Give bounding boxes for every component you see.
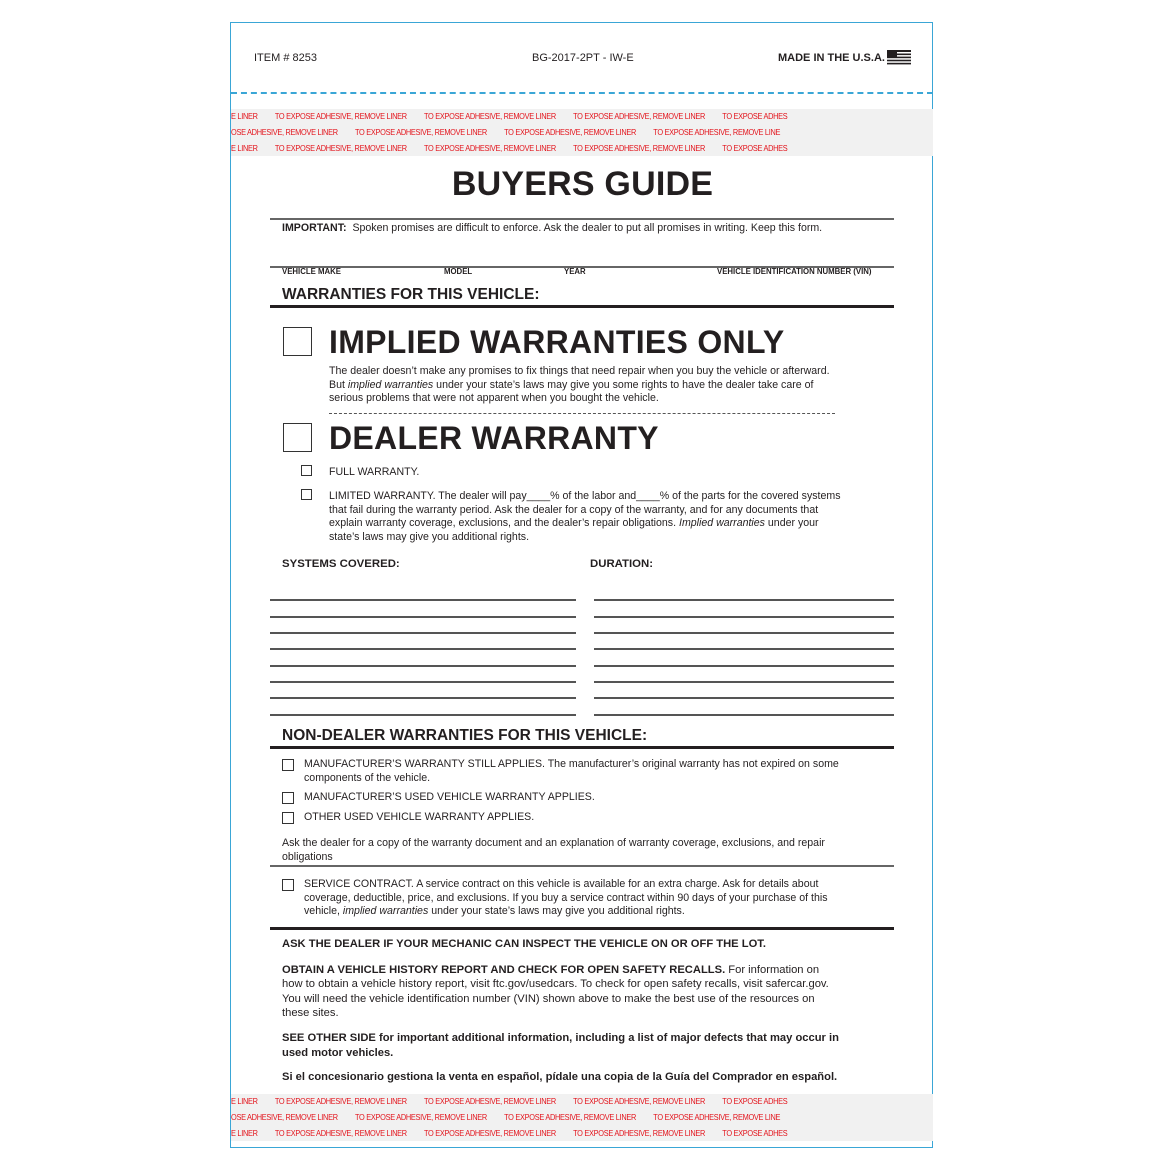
adhesive-liner-top xyxy=(231,109,933,156)
used-vehicle-warranty-label: MANUFACTURER’S USED VEHICLE WARRANTY APPLIES. xyxy=(304,791,595,803)
page-title: BUYERS GUIDE xyxy=(451,165,714,203)
systems-covered-label: SYSTEMS COVERED: xyxy=(282,558,400,570)
full-warranty-label: FULL WARRANTY. xyxy=(329,466,420,478)
implied-warranties-heading: IMPLIED WARRANTIES ONLY xyxy=(329,324,785,360)
mechanic-inspect-notice: ASK THE DEALER IF YOUR MECHANIC CAN INSPECT THE VEHICLE ON OR OFF THE LOT. xyxy=(282,938,766,950)
perforation-line xyxy=(231,92,933,94)
important-notice: IMPORTANT: Spoken promises are difficult to enforce. Ask the dealer to put all promises in writing. Keep this form. xyxy=(282,222,823,234)
model-label: MODEL xyxy=(444,267,473,276)
other-warranty-checkbox[interactable] xyxy=(282,812,294,824)
implied-warranties-description: The dealer doesn’t make any promises to fix things that need repair when you buy the vehicle or afterward. But implied warranties under your state’s laws may give you some rights to have the dealer take care of serious problems that were not apparent when you bought the vehicle. xyxy=(329,365,830,405)
divider-thick xyxy=(270,305,894,308)
year-label: YEAR xyxy=(564,267,586,276)
dashed-divider xyxy=(329,413,835,414)
limited-warranty-checkbox[interactable] xyxy=(301,489,312,500)
divider-thick xyxy=(270,746,894,749)
liner-row: E LINER TO EXPOSE ADHESIVE, REMOVE LINER TO EXPOSE ADHESIVE, REMOVE LINER TO EXPOSE ADHESIVE, REMOVE LINER TO EXPOSE ADHES xyxy=(231,1096,788,1106)
adhesive-liner-bottom xyxy=(231,1094,933,1141)
implied-warranties-checkbox[interactable] xyxy=(283,327,312,356)
item-number: ITEM # 8253 xyxy=(254,52,317,64)
vehicle-history-notice: OBTAIN A VEHICLE HISTORY REPORT AND CHECK FOR OPEN SAFETY RECALLS. For information on how to obtain a vehicle history report, visit ftc.gov/usedcars. To check for open safety recalls, visit safercar.gov. You will need the vehicle identification number (VIN) shown above to make the best use of the resources on these sites. xyxy=(282,964,829,1020)
dealer-warranty-heading: DEALER WARRANTY xyxy=(329,420,659,456)
liner-row: E LINER TO EXPOSE ADHESIVE, REMOVE LINER TO EXPOSE ADHESIVE, REMOVE LINER TO EXPOSE ADHESIVE, REMOVE LINER TO EXPOSE ADHES xyxy=(231,1128,788,1138)
vehicle-make-label: VEHICLE MAKE xyxy=(282,267,341,276)
warranties-heading: WARRANTIES FOR THIS VEHICLE: xyxy=(282,286,540,303)
made-in-usa-label: MADE IN THE U.S.A. xyxy=(778,52,885,64)
divider xyxy=(270,865,894,867)
divider xyxy=(270,218,894,220)
see-other-side-notice: SEE OTHER SIDE for important additional information, including a list of major defects that may occur in used motor vehicles. xyxy=(282,1032,839,1059)
us-flag-icon xyxy=(887,50,911,66)
limited-warranty-description: LIMITED WARRANTY. The dealer will pay____% of the labor and____% of the parts for the covered systems that fail during the warranty period. Ask the dealer for a copy of the warranty, and for any documents that explain warranty coverage, exclusions, and the dealer’s repair obligations. Implied warranties under your state’s laws may give you additional rights. xyxy=(329,490,841,543)
service-contract-checkbox[interactable] xyxy=(282,879,294,891)
manufacturer-warranty-checkbox[interactable] xyxy=(282,759,294,771)
liner-row: E LINER TO EXPOSE ADHESIVE, REMOVE LINER TO EXPOSE ADHESIVE, REMOVE LINER TO EXPOSE ADHESIVE, REMOVE LINER TO EXPOSE ADHES xyxy=(231,143,788,153)
non-dealer-note: Ask the dealer for a copy of the warranty document and an explanation of warranty coverage, exclusions, and repair obligations xyxy=(282,837,825,863)
service-contract-description: SERVICE CONTRACT. A service contract on this vehicle is available for an extra charge. Ask for details about coverage, deductible, price, and exclusions. If you buy a service contract within 90 days of your purchase of this vehicle, implied warranties under your state’s laws may give you additional rights. xyxy=(304,878,828,918)
non-dealer-heading: NON-DEALER WARRANTIES FOR THIS VEHICLE: xyxy=(282,727,648,744)
manufacturer-warranty-label: MANUFACTURER’S WARRANTY STILL APPLIES. The manufacturer’s original warranty has not expired on some components of the vehicle. xyxy=(304,758,839,784)
other-warranty-label: OTHER USED VEHICLE WARRANTY APPLIES. xyxy=(304,811,535,823)
vin-label: VEHICLE IDENTIFICATION NUMBER (VIN) xyxy=(717,267,872,276)
liner-row: E LINER TO EXPOSE ADHESIVE, REMOVE LINER TO EXPOSE ADHESIVE, REMOVE LINER TO EXPOSE ADHESIVE, REMOVE LINER TO EXPOSE ADHES xyxy=(231,111,788,121)
used-vehicle-warranty-checkbox[interactable] xyxy=(282,792,294,804)
full-warranty-checkbox[interactable] xyxy=(301,465,312,476)
liner-row: OSE ADHESIVE, REMOVE LINER TO EXPOSE ADHESIVE, REMOVE LINER TO EXPOSE ADHESIVE, REMOVE LINER TO EXPOSE ADHESIVE, REMOVE LINE xyxy=(231,127,781,137)
duration-label: DURATION: xyxy=(590,558,654,570)
spanish-notice: Si el concesionario gestiona la venta en español, pídale una copia de la Guía del Comprador en español. xyxy=(282,1071,838,1083)
divider-thick xyxy=(270,927,894,930)
form-code: BG-2017-2PT - IW-E xyxy=(532,52,634,64)
liner-row: OSE ADHESIVE, REMOVE LINER TO EXPOSE ADHESIVE, REMOVE LINER TO EXPOSE ADHESIVE, REMOVE LINER TO EXPOSE ADHESIVE, REMOVE LINE xyxy=(231,1112,781,1122)
dealer-warranty-checkbox[interactable] xyxy=(283,423,312,452)
